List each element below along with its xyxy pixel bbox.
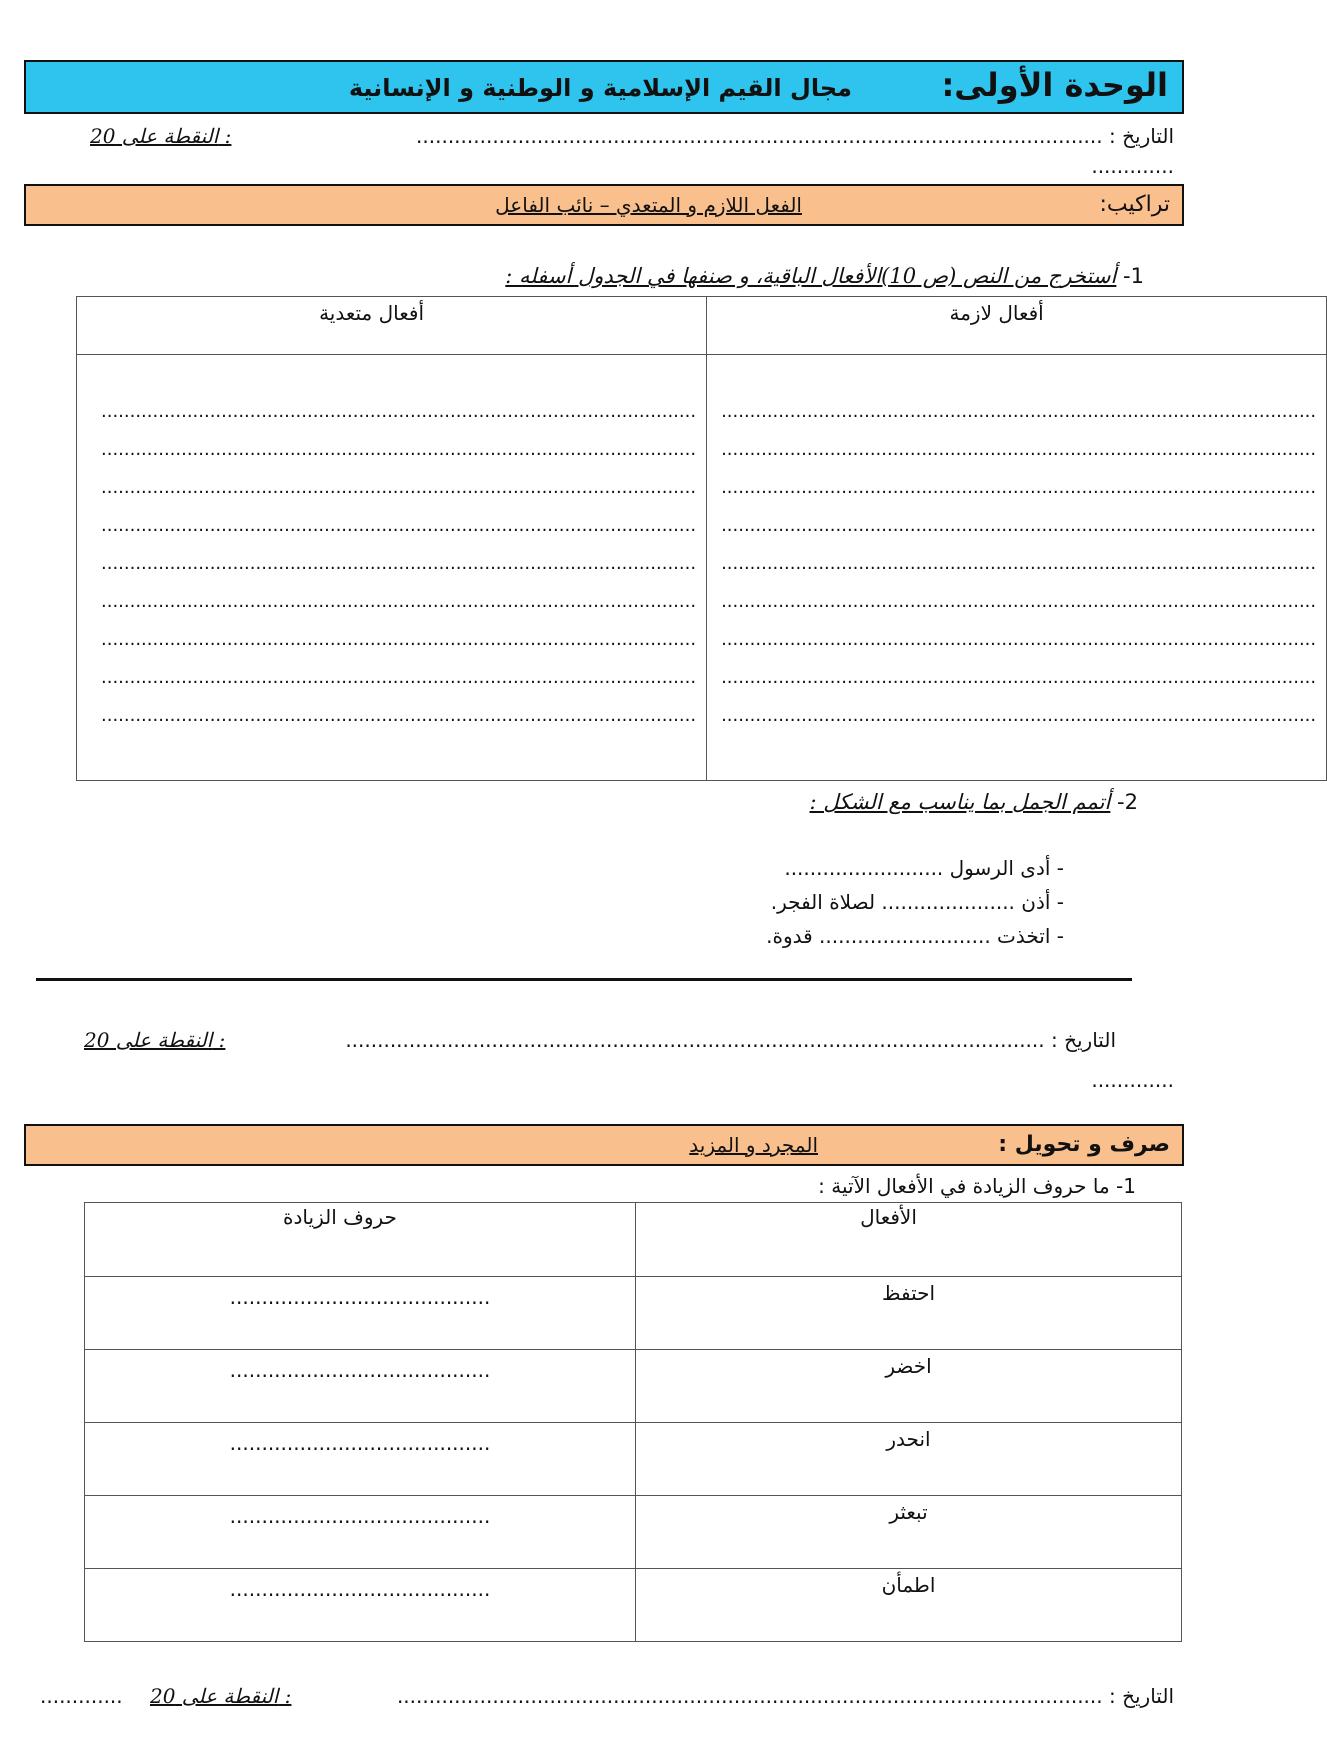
answer-dots[interactable]: ......................................... (229, 1577, 491, 1601)
header-verbs-label: الأفعال (860, 1205, 917, 1229)
verb-cell (636, 1569, 1182, 1642)
score-label: النقطة على 20 : (90, 124, 232, 148)
section-divider (36, 978, 1132, 981)
header-added-letters (85, 1203, 636, 1277)
verb-label: انحدر (886, 1427, 931, 1451)
answer-cell[interactable] (85, 1496, 636, 1569)
unit-label: الوحدة الأولى: (941, 66, 1168, 104)
question-text: أتمم الجمل بما يناسب مع الشكل : (809, 790, 1111, 814)
sentence-1[interactable]: - أدى الرسول ......................... (784, 856, 1064, 880)
answer-cell[interactable] (85, 1423, 636, 1496)
answer-line[interactable]: ........................................................................................................ (721, 667, 1317, 688)
answer-line[interactable]: ........................................................................................................ (721, 553, 1317, 574)
date-continuation: ............. (1091, 1068, 1174, 1092)
answer-dots[interactable]: ......................................... (229, 1431, 491, 1455)
header-transitive (77, 297, 707, 355)
header-intransitive (707, 297, 1327, 355)
score-label: النقطة على 20 : (150, 1684, 292, 1708)
answer-line[interactable]: ........................................................................................................ (721, 629, 1317, 650)
answer-line[interactable]: ........................................................................................................ (101, 591, 697, 612)
answer-line[interactable]: ........................................................................................................ (101, 401, 697, 422)
table-row (85, 1277, 1182, 1350)
date-line: التاريخ : ............................................................................................................ (416, 124, 1174, 148)
answer-line[interactable]: ........................................................................................................ (101, 667, 697, 688)
answer-line[interactable]: ........................................................................................................ (101, 553, 697, 574)
answer-cell[interactable] (85, 1350, 636, 1423)
header-added-letters-label: حروف الزيادة (283, 1205, 397, 1229)
answer-line[interactable]: ........................................................................................................ (721, 705, 1317, 726)
answer-line[interactable]: ........................................................................................................ (721, 477, 1317, 498)
answer-line[interactable]: ........................................................................................................ (721, 515, 1317, 536)
verb-label: تبعثر (889, 1500, 928, 1524)
table-row (85, 1569, 1182, 1642)
unit-title: مجال القيم الإسلامية و الوطنية و الإنسانية (348, 74, 852, 102)
verb-cell (636, 1277, 1182, 1350)
verb-label: احتفظ (881, 1281, 936, 1305)
question-1-morphology: 1- ما حروف الزيادة في الأفعال الآتية : (818, 1174, 1136, 1198)
answer-line[interactable]: ........................................................................................................ (721, 401, 1317, 422)
transitive-answer-cell[interactable] (77, 355, 707, 781)
question-number: 2- (1117, 790, 1138, 814)
answer-line[interactable]: ........................................................................................................ (721, 591, 1317, 612)
answer-line[interactable]: ........................................................................................................ (721, 439, 1317, 460)
header-verbs (636, 1203, 1182, 1277)
answer-dots[interactable]: ......................................... (229, 1358, 491, 1382)
verb-label: اخضر (885, 1354, 932, 1378)
header-transitive-label: أفعال متعدية (319, 301, 424, 325)
date-line: التاريخ : .............................................................................................................. (345, 1028, 1116, 1052)
date-line: التاريخ : ............................................................................................................... (396, 1684, 1174, 1708)
table-row (85, 1496, 1182, 1569)
answer-dots[interactable]: ......................................... (229, 1504, 491, 1528)
score-label: النقطة على 20 : (84, 1028, 226, 1052)
answer-line[interactable]: ........................................................................................................ (101, 705, 697, 726)
section-label: تراكيب: (1099, 192, 1170, 217)
verb-cell (636, 1350, 1182, 1423)
date-trailing-dots: ............. (40, 1684, 123, 1708)
added-letters-table (84, 1202, 1182, 1642)
sentence-3[interactable]: - اتخذت ........................... قدوة. (766, 924, 1064, 948)
section-bar-morphology (24, 1124, 1184, 1166)
answer-line[interactable]: ........................................................................................................ (101, 477, 697, 498)
intransitive-answer-cell[interactable] (707, 355, 1327, 781)
answer-cell[interactable] (85, 1277, 636, 1350)
question-number: 1- (1123, 264, 1144, 288)
unit-header-bar (24, 60, 1184, 114)
section-label: صرف و تحويل : (998, 1132, 1170, 1157)
header-intransitive-label: أفعال لازمة (949, 301, 1044, 325)
answer-cell[interactable] (85, 1569, 636, 1642)
section-bar-structures (24, 184, 1184, 226)
section-topic: المجرد و المزيد (689, 1133, 818, 1157)
answer-line[interactable]: ........................................................................................................ (101, 439, 697, 460)
table-row (85, 1350, 1182, 1423)
date-continuation: ............. (1091, 154, 1174, 178)
sentence-2[interactable]: - أذن ..................... لصلاة الفجر. (770, 890, 1064, 914)
verbs-classification-table (76, 296, 1327, 781)
answer-dots[interactable]: ......................................... (229, 1285, 491, 1309)
section-topic: الفعل اللازم و المتعدي – نائب الفاعل (495, 193, 802, 217)
question-text: أستخرج من النص (ص 10)الأفعال الباقية، و صنفها في الجدول أسفله : (505, 264, 1117, 288)
table-row (85, 1423, 1182, 1496)
verb-cell (636, 1423, 1182, 1496)
question-2 (810, 790, 1138, 814)
question-1 (505, 264, 1144, 288)
verb-cell (636, 1496, 1182, 1569)
verb-label: اطمأن (881, 1573, 936, 1597)
answer-line[interactable]: ........................................................................................................ (101, 515, 697, 536)
answer-line[interactable]: ........................................................................................................ (101, 629, 697, 650)
